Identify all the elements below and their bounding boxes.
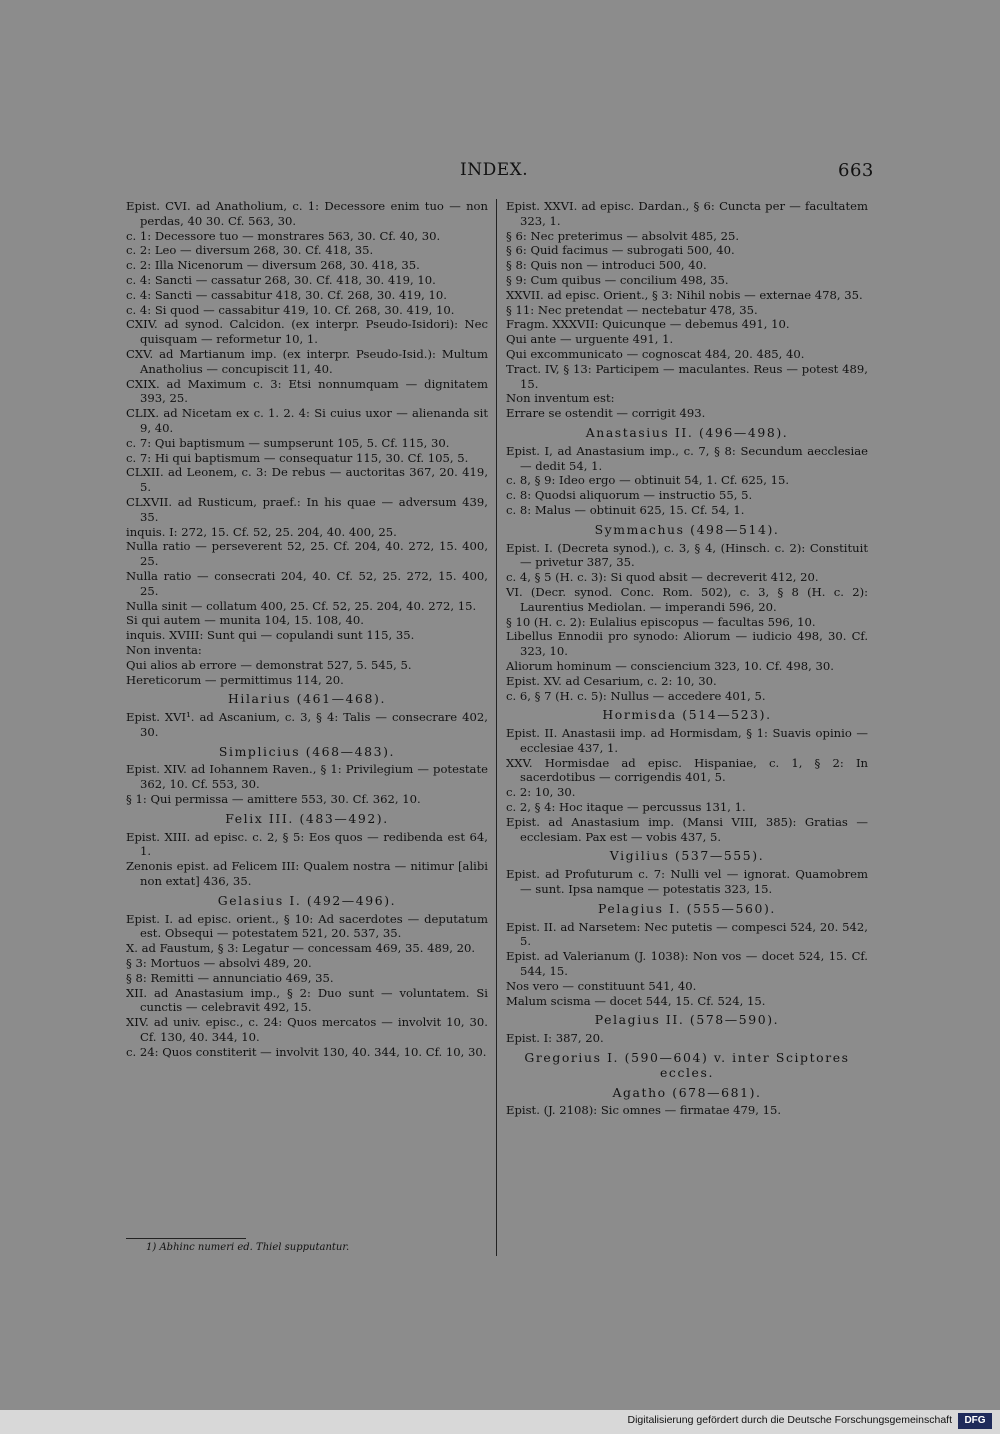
index-entry: Qui excommunicato — cognoscat 484, 20. 485, 40. bbox=[506, 346, 805, 361]
running-head-title: INDEX. bbox=[460, 160, 529, 180]
index-entry: c. 7: Hi qui baptismum — consequatur 115, 30. Cf. 105, 5. bbox=[126, 450, 469, 465]
section-heading: Symmachus (498—514). bbox=[594, 521, 780, 537]
index-entry: c. 2: Illa Nicenorum — diversum 268, 30. 418, 35. bbox=[126, 258, 420, 273]
index-entry: c. 8: Malus — obtinuit 625, 15. Cf. 54, 1. bbox=[506, 502, 745, 517]
footnote-rule bbox=[126, 1238, 246, 1239]
index-entry: Epist. I. (Decreta synod.), c. 3, § 4, (Hinsch. c. 2): Constituit — privetur 387, 35. bbox=[506, 540, 868, 570]
dfg-logo: DFG bbox=[958, 1413, 992, 1429]
index-column-left bbox=[126, 199, 488, 1060]
index-entry: c. 8, § 9: Ideo ergo — obtinuit 54, 1. Cf. 625, 15. bbox=[506, 473, 790, 488]
index-entry: Epist. I: 387, 20. bbox=[506, 1031, 604, 1046]
section-heading: Felix III. (483—492). bbox=[225, 810, 389, 826]
index-entry: Epist. (J. 2108): Sic omnes — firmatae 479, 15. bbox=[506, 1103, 782, 1118]
index-entry: Nos vero — constituunt 541, 40. bbox=[506, 978, 697, 993]
index-entry: Epist. II. Anastasii imp. ad Hormisdam, § 1: Suavis opinio — ecclesiae 437, 1. bbox=[506, 726, 868, 755]
index-entry: Nulla sinit — collatum 400, 25. Cf. 52, 25. 204, 40. 272, 15. bbox=[126, 598, 477, 613]
index-entry: X. ad Faustum, § 3: Legatur — concessam 469, 35. 489, 20. bbox=[126, 941, 476, 956]
index-entry: Epist. XXVI. ad episc. Dardan., § 6: Cuncta per — facultatem 323, 1. bbox=[506, 199, 868, 228]
index-entry: c. 7: Qui baptismum — sumpserunt 105, 5. Cf. 115, 30. bbox=[126, 435, 450, 450]
index-entry: CLXVII. ad Rusticum, praef.: In his quae — adversum 439, 35. bbox=[126, 494, 488, 524]
index-entry: c. 2: 10, 30. bbox=[506, 785, 576, 800]
index-entry: § 8: Quis non — introduci 500, 40. bbox=[506, 258, 707, 273]
index-entry: Epist. II. ad Narsetem: Nec putetis — compesci 524, 20. 542, 5. bbox=[506, 919, 868, 949]
index-entry: inquis. I: 272, 15. Cf. 52, 25. 204, 40. 400, 25. bbox=[126, 524, 397, 539]
index-column-right bbox=[506, 199, 868, 1118]
index-entry: § 6: Quid facimus — subrogati 500, 40. bbox=[506, 243, 735, 258]
section-heading: Gregorius I. (590—604) v. inter Sciptores eccles. bbox=[524, 1050, 850, 1080]
index-entry: c. 6, § 7 (H. c. 5): Nullus — accedere 401, 5. bbox=[506, 688, 766, 703]
index-entry: Aliorum hominum — consciencium 323, 10. Cf. 498, 30. bbox=[506, 658, 834, 673]
index-entry: XIV. ad univ. episc., c. 24: Quos mercatos — involvit 10, 30. Cf. 130, 40. 344, 10. bbox=[126, 1015, 488, 1045]
index-entry: c. 24: Quos constiterit — involvit 130, 40. 344, 10. Cf. 10, 30. bbox=[126, 1044, 487, 1059]
index-entry: c. 2: Leo — diversum 268, 30. Cf. 418, 35. bbox=[126, 243, 374, 258]
index-entry: Errare se ostendit — corrigit 493. bbox=[506, 406, 706, 421]
index-entry: Epist. I. ad episc. orient., § 10: Ad sacerdotes — deputatum est. Obsequi — potestatem 521, 20. 537, 35. bbox=[126, 911, 488, 941]
index-entry: XXV. Hormisdae ad episc. Hispaniae, c. 1, § 2: In sacerdotibus — corrigendis 401, 5. bbox=[506, 755, 868, 785]
index-entry: CLXII. ad Leonem, c. 3: De rebus — auctoritas 367, 20. 419, 5. bbox=[126, 465, 488, 495]
index-entry: Epist. I, ad Anastasium imp., c. 7, § 8: Secundum aecclesiae — dedit 54, 1. bbox=[506, 443, 868, 473]
section-heading: Simplicius (468—483). bbox=[218, 743, 396, 759]
index-entry: c. 4: Si quod — cassabitur 419, 10. Cf. 268, 30. 419, 10. bbox=[126, 302, 455, 317]
index-entry: Libellus Ennodii pro synodo: Aliorum — iudicio 498, 30. Cf. 323, 10. bbox=[506, 629, 868, 659]
index-entry: XII. ad Anastasium imp., § 2: Duo sunt — voluntatem. Si cunctis — celebravit 492, 15. bbox=[126, 985, 488, 1015]
index-entry: Nulla ratio — perseverent 52, 25. Cf. 204, 40. 272, 15. 400, 25. bbox=[126, 539, 488, 569]
index-entry: VI. (Decr. synod. Conc. Rom. 502), c. 3, § 8 (H. c. 2): Laurentius Mediolan. — imperandi 596, 20. bbox=[506, 584, 868, 614]
section-heading: Vigilius (537—555). bbox=[609, 848, 765, 864]
index-entry: Epist. ad Profuturum c. 7: Nulli vel — ignorat. Quamobrem — sunt. Ipsa namque — potestatis 323, 15. bbox=[506, 867, 868, 897]
index-entry: § 9: Cum quibus — concilium 498, 35. bbox=[506, 272, 729, 287]
index-entry: § 8: Remitti — annunciatio 469, 35. bbox=[126, 970, 334, 985]
index-entry: Non inventa: bbox=[126, 642, 202, 657]
digitization-credit: Digitalisierung gefördert durch die Deutsche Forschungsgemeinschaft bbox=[627, 1414, 952, 1426]
index-entry: Qui ante — urguente 491, 1. bbox=[506, 332, 674, 347]
index-entry: c. 8: Quodsi aliquorum — instructio 55, 5. bbox=[506, 488, 753, 503]
index-entry: § 1: Qui permissa — amittere 553, 30. Cf. 362, 10. bbox=[126, 792, 421, 807]
index-entry: § 3: Mortuos — absolvi 489, 20. bbox=[126, 956, 312, 971]
index-entry: c. 1: Decessore tuo — monstrares 563, 30. Cf. 40, 30. bbox=[126, 228, 441, 243]
section-heading: Agatho (678—681). bbox=[612, 1084, 762, 1100]
index-entry: Zenonis epist. ad Felicem III: Qualem nostra — nitimur [alibi non extat] 436, 35. bbox=[126, 859, 488, 889]
index-entry: Epist. XIV. ad Iohannem Raven., § 1: Privilegium — potestate 362, 10. Cf. 553, 30. bbox=[126, 762, 488, 792]
footnote: 1) Abhinc numeri ed. Thiel supputantur. bbox=[146, 1242, 350, 1253]
index-entry: Epist. ad Valerianum (J. 1038): Non vos — docet 524, 15. Cf. 544, 15. bbox=[506, 949, 868, 979]
index-entry: Epist. XVI¹. ad Ascanium, c. 3, § 4: Talis — consecrare 402, 30. bbox=[126, 710, 488, 739]
section-heading: Hilarius (461—468). bbox=[228, 691, 386, 707]
index-entry: Nulla ratio — consecrati 204, 40. Cf. 52, 25. 272, 15. 400, 25. bbox=[126, 568, 488, 598]
section-heading: Gelasius I. (492—496). bbox=[217, 892, 397, 908]
index-entry: c. 2, § 4: Hoc itaque — percussus 131, 1. bbox=[506, 800, 746, 815]
column-divider bbox=[496, 199, 497, 1256]
index-entry: c. 4: Sancti — cassabitur 418, 30. Cf. 268, 30. 419, 10. bbox=[126, 287, 447, 302]
index-entry: Hereticorum — permittimus 114, 20. bbox=[126, 672, 344, 687]
section-heading: Anastasius II. (496—498). bbox=[585, 424, 789, 440]
index-entry: Tract. IV, § 13: Participem — maculantes. Reus — potest 489, 15. bbox=[506, 361, 868, 391]
index-entry: CXIX. ad Maximum c. 3: Etsi nonnumquam — dignitatem 393, 25. bbox=[126, 376, 488, 406]
section-heading: Pelagius I. (555—560). bbox=[598, 900, 776, 916]
index-entry: CLIX. ad Nicetam ex c. 1. 2. 4: Si cuius uxor — alienanda sit 9, 40. bbox=[126, 406, 488, 435]
index-entry: Epist. CVI. ad Anatholium, c. 1: Decessore enim tuo — non perdas, 40 30. Cf. 563, 30. bbox=[126, 199, 488, 228]
index-entry: Epist. XV. ad Cesarium, c. 2: 10, 30. bbox=[506, 673, 717, 688]
index-entry: Epist. ad Anastasium imp. (Mansi VIII, 385): Gratias — ecclesiam. Pax est — vobis 437, 5. bbox=[506, 814, 868, 844]
index-entry: Malum scisma — docet 544, 15. Cf. 524, 15. bbox=[506, 993, 766, 1008]
index-entry: XXVII. ad episc. Orient., § 3: Nihil nobis — externae 478, 35. bbox=[506, 287, 863, 302]
page-number: 663 bbox=[838, 160, 874, 181]
index-entry: § 10 (H. c. 2): Eulalius episcopus — facultas 596, 10. bbox=[506, 614, 816, 629]
index-entry: CXV. ad Martianum imp. (ex interpr. Pseudo-Isid.): Multum Anatholius — concupiscit 11, 40. bbox=[126, 346, 488, 376]
index-entry: Epist. XIII. ad episc. c. 2, § 5: Eos quos — redibenda est 64, 1. bbox=[126, 829, 488, 859]
index-entry: § 11: Nec pretendat — nectebatur 478, 35. bbox=[506, 302, 758, 317]
section-heading: Hormisda (514—523). bbox=[602, 707, 772, 723]
index-entry: CXIV. ad synod. Calcidon. (ex interpr. Pseudo-Isidori): Nec quisquam — reformetur 10, 1. bbox=[126, 317, 488, 347]
index-entry: c. 4: Sancti — cassatur 268, 30. Cf. 418, 30. 419, 10. bbox=[126, 272, 436, 287]
index-entry: inquis. XVIII: Sunt qui — copulandi sunt 115, 35. bbox=[126, 628, 415, 643]
index-entry: Fragm. XXXVII: Quicunque — debemus 491, 10. bbox=[506, 317, 790, 332]
index-entry: Non inventum est: bbox=[506, 391, 615, 406]
section-heading: Pelagius II. (578—590). bbox=[594, 1012, 780, 1028]
index-entry: Qui alios ab errore — demonstrat 527, 5. 545, 5. bbox=[126, 657, 412, 672]
index-entry: Si qui autem — munita 104, 15. 108, 40. bbox=[126, 613, 364, 628]
index-entry: c. 4, § 5 (H. c. 3): Si quod absit — decreverit 412, 20. bbox=[506, 570, 819, 585]
index-entry: § 6: Nec preterimus — absolvit 485, 25. bbox=[506, 228, 740, 243]
